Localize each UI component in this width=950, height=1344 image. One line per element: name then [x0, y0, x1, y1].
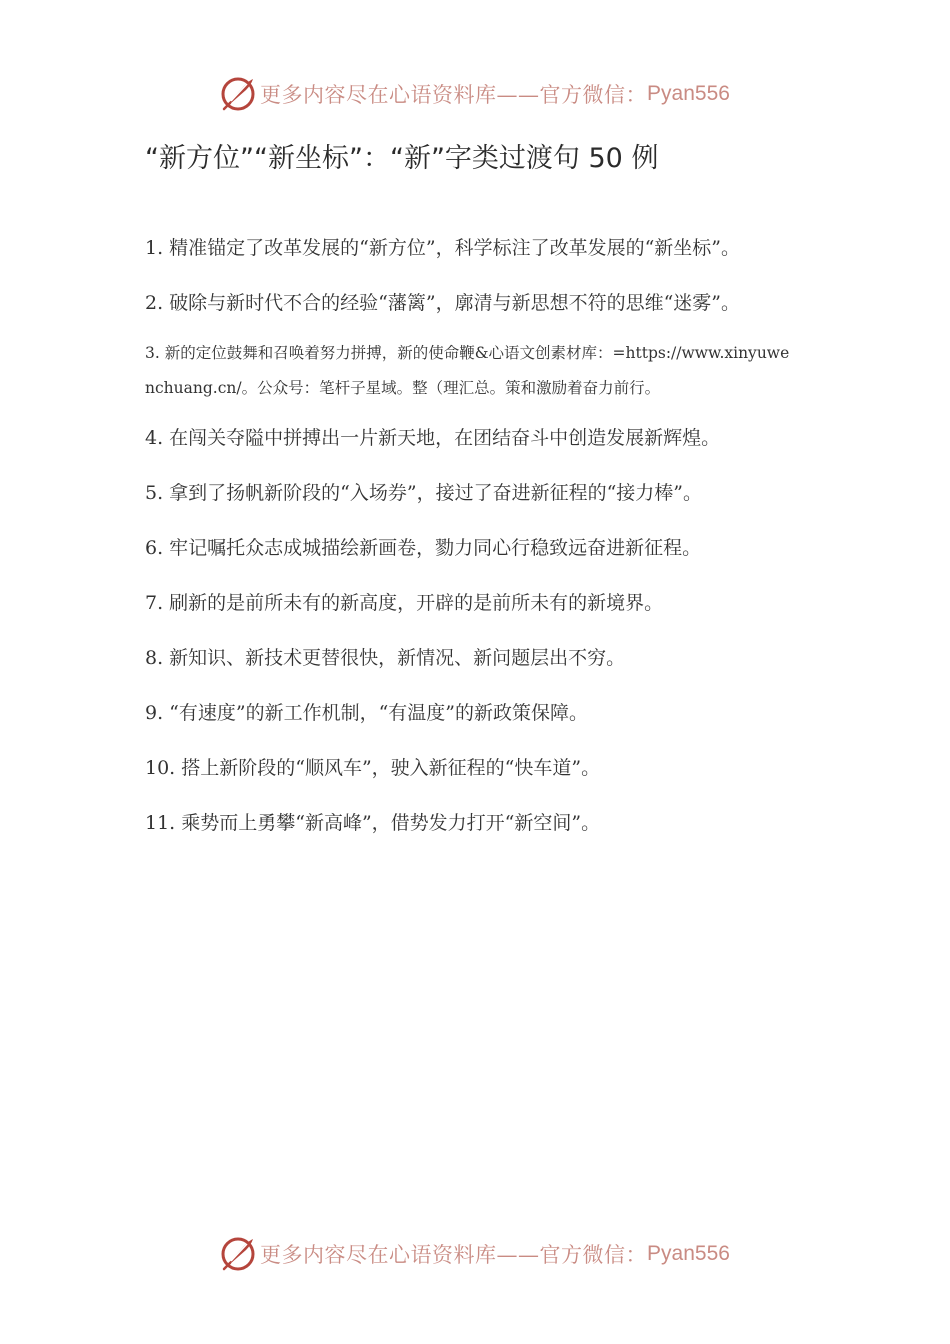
list-item: 5. 拿到了扬帆新阶段的“入场券”，接过了奋进新征程的“接力棒”。 [145, 482, 703, 504]
list-item: 3. 新的定位鼓舞和召唤着努力拼搏，新的使命鞭&心语文创素材库：=https://www.xinyuwenchuang.cn/。公众号：笔杆子星域。整（理汇总。策和激励着奋力前行。 [145, 344, 790, 397]
banner-text: 更多内容尽在心语资料库——官方微信： [260, 83, 648, 107]
list-item: 6. 牢记嘱托众志成城描绘新画卷，勠力同心行稳致远奋进新征程。 [145, 537, 702, 559]
list-item: 4. 在闯关夺隘中拼搏出一片新天地，在团结奋斗中创造发展新辉煌。 [145, 427, 721, 449]
list-item: 8. 新知识、新技术更替很快，新情况、新问题层出不穷。 [145, 647, 626, 669]
quill-pen-logo-icon [220, 76, 256, 112]
banner-text: 更多内容尽在心语资料库——官方微信： [260, 1243, 648, 1267]
list-item: 1. 精准锚定了改革发展的“新方位”，科学标注了改革发展的“新坐标”。 [145, 237, 741, 259]
list-item: 9. “有速度”的新工作机制，“有温度”的新政策保障。 [145, 702, 589, 724]
banner-contact: Pyan556 [647, 1242, 730, 1265]
list-item: 2. 破除与新时代不合的经验“藩篱”，廓清与新思想不符的思维“迷雾”。 [145, 292, 741, 314]
banner-contact: Pyan556 [647, 82, 730, 105]
header-banner [0, 72, 950, 116]
footer-banner [0, 1232, 950, 1276]
list-item: 10. 搭上新阶段的“顺风车”，驶入新征程的“快车道”。 [145, 757, 601, 779]
document-body [145, 226, 795, 856]
quill-pen-logo-icon [220, 1236, 256, 1272]
list-item: 11. 乘势而上勇攀“新高峰”，借势发力打开“新空间”。 [145, 812, 601, 834]
list-item: 7. 刷新的是前所未有的新高度，开辟的是前所未有的新境界。 [145, 592, 664, 614]
page-title: “新方位”“新坐标”：“新”字类过渡句 50 例 [145, 143, 659, 174]
